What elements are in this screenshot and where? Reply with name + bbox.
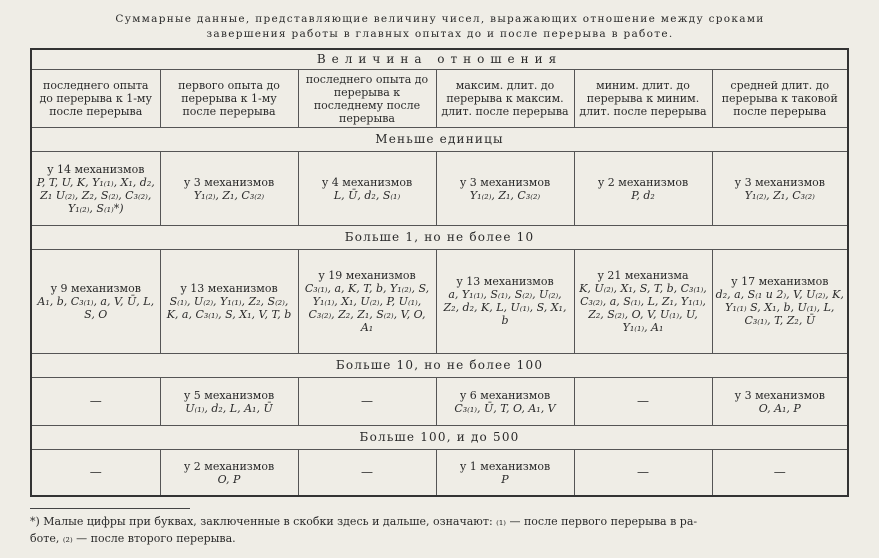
mechanism-count: у 1 механизмов (459, 459, 551, 473)
mechanism-count: у 17 механизмов (731, 275, 829, 289)
mechanism-list: P, d₂ (631, 188, 655, 202)
table-cell (31, 450, 160, 496)
mechanism-count: у 9 механизмов (50, 281, 141, 295)
mechanism-list: a, Y₁₍₁₎, S₍₁₎, S₍₂₎, U₍₂₎, Z₂, d₂, K, L, U₍₁₎, S, X₁, b (443, 288, 567, 328)
column-header: средней длит. до перерыва к таковой после перерыва (712, 69, 848, 128)
mechanism-count: у 13 механизмов (456, 275, 554, 289)
mechanism-count: у 13 механизмов (180, 281, 278, 295)
table-cell (31, 249, 160, 354)
table-cell (712, 249, 848, 354)
empty-dash: — (361, 394, 373, 409)
table-cell (574, 378, 712, 426)
mechanism-count: у 3 механизмов (183, 175, 275, 189)
mechanism-list: S₍₁₎, U₍₂₎, Y₁₍₁₎, Z₂, S₍₂₎, K, a, C₃₍₁₎, S, X₁, V, T, b (166, 294, 292, 321)
footnote-line-1: *) Малые цифры при буквах, заключенные в скобки здесь и дальше, означают: ₍₁₎ — после первого перерыва в ра- (30, 515, 698, 528)
mechanism-list: L, Ū, d₂, S₍₁₎ (333, 188, 401, 202)
table-row (31, 249, 848, 354)
mechanism-count: у 3 механизмов (459, 175, 551, 189)
table-cell (574, 249, 712, 354)
table-cell (160, 450, 298, 496)
top-header: Величина отношения (31, 49, 848, 69)
caption-line-2: завершения работы в главных опытах до и после перерыва в работе. (206, 28, 674, 40)
table-cell (298, 249, 436, 354)
mechanism-list: C₃₍₁₎, a, K, T, b, Y₁₍₂₎, S, Y₁₍₁₎, X₁, U₍₂₎, P, U₍₁₎, C₃₍₂₎, Z₂, Z₁, S₍₂₎, V, O, A₁ (304, 281, 430, 334)
group-label: Больше 1, но не более 10 (31, 225, 848, 249)
mechanism-list: Y₁₍₂₎, Z₁, C₃₍₂₎ (469, 188, 541, 202)
footnote (30, 513, 850, 547)
table-cell (160, 249, 298, 354)
ratio-table (30, 48, 849, 497)
group-label: Меньше единицы (31, 128, 848, 152)
table-cell (298, 152, 436, 225)
footnote-line-2: боте, ₍₂₎ — после второго перерыва. (30, 532, 236, 545)
empty-dash: — (773, 465, 786, 480)
mechanism-count: у 6 механизмов (459, 388, 551, 402)
table-cell (436, 378, 574, 426)
mechanism-list: O, P (217, 472, 241, 486)
table-cell (712, 378, 848, 426)
mechanism-list: C₃₍₁₎, Ū, T, O, A₁, V (454, 401, 556, 415)
mechanism-count: у 19 механизмов (318, 268, 416, 282)
table-cell (436, 450, 574, 496)
table-cell (712, 450, 848, 496)
mechanism-list: U₍₁₎, d₂, L, A₁, Ū (185, 401, 273, 415)
table-cell (574, 450, 712, 496)
empty-dash: — (637, 465, 649, 480)
table-cell (436, 152, 574, 225)
table-caption (30, 12, 850, 42)
mechanism-list: A₁, b, C₃₍₁₎, a, V, Ū, L, S, O (37, 294, 155, 321)
table-row (31, 378, 848, 426)
table-cell (31, 152, 160, 225)
mechanism-count: у 4 механизмов (321, 175, 413, 189)
mechanism-count: у 3 механизмов (734, 175, 825, 189)
mechanism-list: K, U₍₂₎, X₁, S, T, b, C₃₍₁₎, C₃₍₂₎, a, S₍₁₎, L, Z₁, Y₁₍₁₎, Z₂, S₍₂₎, O, V, U₍₁₎, U, Y₁₍₁₎, A₁ (579, 281, 707, 334)
mechanism-list: O, A₁, P (758, 401, 801, 415)
empty-dash: — (361, 465, 373, 480)
mechanism-list: P, T, U, K, Y₁₍₁₎, X₁, d₂, Z₁ U₍₂₎, Z₂, S₍₂₎, C₃₍₂₎, Y₁₍₂₎, S₍₁₎*) (36, 175, 155, 215)
table-cell (298, 450, 436, 496)
table-cell (712, 152, 848, 225)
mechanism-list: Y₁₍₂₎, Z₁, C₃₍₂₎ (744, 188, 815, 202)
mechanism-count: у 2 механизмов (183, 459, 275, 473)
column-header: последнего опыта до перерыва к последнему после перерыва (298, 69, 436, 128)
mechanism-count: у 2 механизмов (597, 175, 689, 189)
mechanism-list: P (501, 472, 509, 486)
table-cell (160, 152, 298, 225)
empty-dash: — (89, 394, 102, 409)
table-row (31, 450, 848, 496)
mechanism-list: Y₁₍₂₎, Z₁, C₃₍₂₎ (193, 188, 265, 202)
caption-line-1: Суммарные данные, представляющие величину чисел, выражающих отношение между сроками (115, 13, 765, 25)
mechanism-count: у 14 механизмов (47, 162, 145, 176)
column-header: миним. длит. до перерыва к миним. длит. после перерыва (574, 69, 712, 128)
table-cell (436, 249, 574, 354)
empty-dash: — (89, 465, 102, 480)
column-header: первого опыта до перерыва к 1-му после перерыва (160, 69, 298, 128)
mechanism-count: у 21 механизма (597, 268, 689, 282)
mechanism-count: у 5 механизмов (183, 388, 275, 402)
empty-dash: — (637, 394, 649, 409)
group-label: Больше 10, но не более 100 (31, 354, 848, 378)
table-cell (160, 378, 298, 426)
column-header: максим. длит. до перерыва к максим. длит. после перерыва (436, 69, 574, 128)
mechanism-list: d₂, a, S₍₁ и 2₎, V, U₍₂₎, K, Y₁₍₁₎ S, X₁, b, U₍₁₎, L, C₃₍₁₎, T, Z₂, Ū (715, 288, 844, 328)
footnote-rule (30, 508, 190, 509)
table-cell (31, 378, 160, 426)
mechanism-count: у 3 механизмов (734, 388, 825, 402)
group-label: Больше 100, и до 500 (31, 426, 848, 450)
table-row (31, 152, 848, 225)
table-cell (574, 152, 712, 225)
column-header: последнего опыта до перерыва к 1-му после перерыва (31, 69, 160, 128)
table-cell (298, 378, 436, 426)
